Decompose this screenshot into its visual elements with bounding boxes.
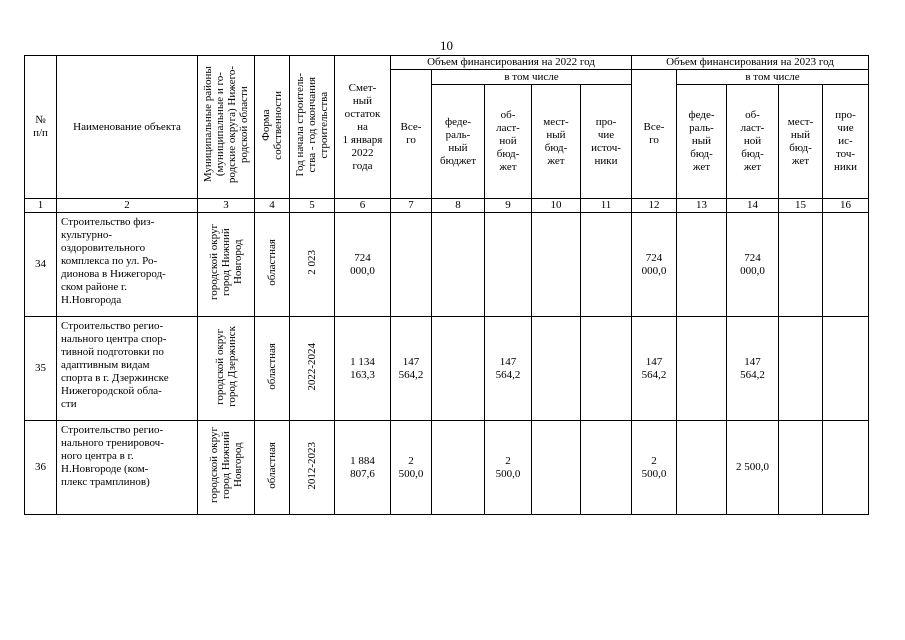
federal-2022-cell	[432, 421, 485, 515]
table-row	[25, 421, 869, 515]
header-local-2023: мест- ный бюд- жет	[779, 85, 823, 199]
col-num: 15	[779, 199, 823, 213]
header-financing-2023: Объем финансирования на 2023 год	[632, 56, 869, 70]
col-num: 7	[391, 199, 432, 213]
header-years: Год начала строитель- ства - год окончания строительства	[290, 56, 335, 199]
regional-2023-cell: 2 500,0	[727, 421, 779, 515]
financing-table	[24, 55, 869, 515]
balance-cell: 1 884 807,6	[335, 421, 391, 515]
col-num: 9	[485, 199, 532, 213]
col-num: 16	[823, 199, 869, 213]
local-2022-cell	[532, 317, 581, 421]
header-including-2022: в том числе	[432, 70, 632, 85]
total-2023-cell: 2 500,0	[632, 421, 677, 515]
other-2023-cell	[823, 421, 869, 515]
page-number: 10	[440, 38, 453, 53]
municipal-cell: городской округ город Нижний Новгород	[198, 421, 255, 515]
col-num: 3	[198, 199, 255, 213]
regional-2022-cell: 2 500,0	[485, 421, 532, 515]
total-2022-cell: 147 564,2	[391, 317, 432, 421]
local-2023-cell	[779, 213, 823, 317]
municipal-cell: городской округ город Нижний Новгород	[198, 213, 255, 317]
total-2022-cell: 2 500,0	[391, 421, 432, 515]
header-name: Наименование объекта	[57, 56, 198, 199]
header-including-2023: в том числе	[677, 70, 869, 85]
object-name: Строительство регио- нального центра спор- тивной подготовки по адаптивным видам спорта в г. Дзержинске Нижегородской обла- сти	[57, 317, 198, 421]
local-2023-cell	[779, 317, 823, 421]
object-name: Строительство регио- нального тренировоч- ного центра в г. Н.Новгороде (ком- плекс трамплинов)	[57, 421, 198, 515]
table-row	[25, 213, 869, 317]
balance-cell: 724 000,0	[335, 213, 391, 317]
total-2022-cell	[391, 213, 432, 317]
col-num: 5	[290, 199, 335, 213]
row-num: 35	[25, 317, 57, 421]
local-2023-cell	[779, 421, 823, 515]
federal-2022-cell	[432, 317, 485, 421]
col-num: 11	[581, 199, 632, 213]
object-name: Строительство физ- культурно- оздоровительного комплекса по ул. Ро- дионова в Нижегород- ском районе г. Н.Новгорода	[57, 213, 198, 317]
years-cell: 2 023	[290, 213, 335, 317]
header-municipal: Муниципальные районы (муниципальные и го- родские округа) Нижего- родской области	[198, 56, 255, 199]
balance-cell: 1 134 163,3	[335, 317, 391, 421]
header-regional-2023: об- ласт- ной бюд- жет	[727, 85, 779, 199]
header-local-2022: мест- ный бюд- жет	[532, 85, 581, 199]
col-num: 12	[632, 199, 677, 213]
col-num: 1	[25, 199, 57, 213]
federal-2023-cell	[677, 421, 727, 515]
years-cell: 2022-2024	[290, 317, 335, 421]
col-num: 14	[727, 199, 779, 213]
header-balance: Смет- ный остаток на 1 января 2022 года	[335, 56, 391, 199]
col-num: 13	[677, 199, 727, 213]
header-total-2023: Все- го	[632, 70, 677, 199]
col-num: 2	[57, 199, 198, 213]
table-row	[25, 317, 869, 421]
regional-2022-cell: 147 564,2	[485, 317, 532, 421]
column-number-row	[25, 199, 869, 213]
header-other-2022: про- чие источ- ники	[581, 85, 632, 199]
federal-2023-cell	[677, 213, 727, 317]
header-federal-2023: феде- раль- ный бюд- жет	[677, 85, 727, 199]
row-num: 34	[25, 213, 57, 317]
col-num: 4	[255, 199, 290, 213]
col-num: 10	[532, 199, 581, 213]
other-2022-cell	[581, 317, 632, 421]
ownership-cell: областная	[255, 213, 290, 317]
total-2023-cell: 724 000,0	[632, 213, 677, 317]
header-regional-2022: об- ласт- ной бюд- жет	[485, 85, 532, 199]
row-num: 36	[25, 421, 57, 515]
federal-2022-cell	[432, 213, 485, 317]
col-num: 8	[432, 199, 485, 213]
years-cell: 2012-2023	[290, 421, 335, 515]
regional-2022-cell	[485, 213, 532, 317]
total-2023-cell: 147 564,2	[632, 317, 677, 421]
other-2022-cell	[581, 421, 632, 515]
other-2022-cell	[581, 213, 632, 317]
local-2022-cell	[532, 421, 581, 515]
header-total-2022: Все- го	[391, 70, 432, 199]
header-financing-2022: Объем финансирования на 2022 год	[391, 56, 632, 70]
other-2023-cell	[823, 213, 869, 317]
local-2022-cell	[532, 213, 581, 317]
regional-2023-cell: 724 000,0	[727, 213, 779, 317]
header-row-1	[25, 56, 869, 70]
header-federal-2022: феде- раль- ный бюджет	[432, 85, 485, 199]
header-num: № п/п	[25, 56, 57, 199]
header-ownership: Форма собственности	[255, 56, 290, 199]
header-other-2023: про- чие ис- точ- ники	[823, 85, 869, 199]
other-2023-cell	[823, 317, 869, 421]
regional-2023-cell: 147 564,2	[727, 317, 779, 421]
ownership-cell: областная	[255, 421, 290, 515]
col-num: 6	[335, 199, 391, 213]
municipal-cell: городской округ город Дзержинск	[198, 317, 255, 421]
federal-2023-cell	[677, 317, 727, 421]
ownership-cell: областная	[255, 317, 290, 421]
